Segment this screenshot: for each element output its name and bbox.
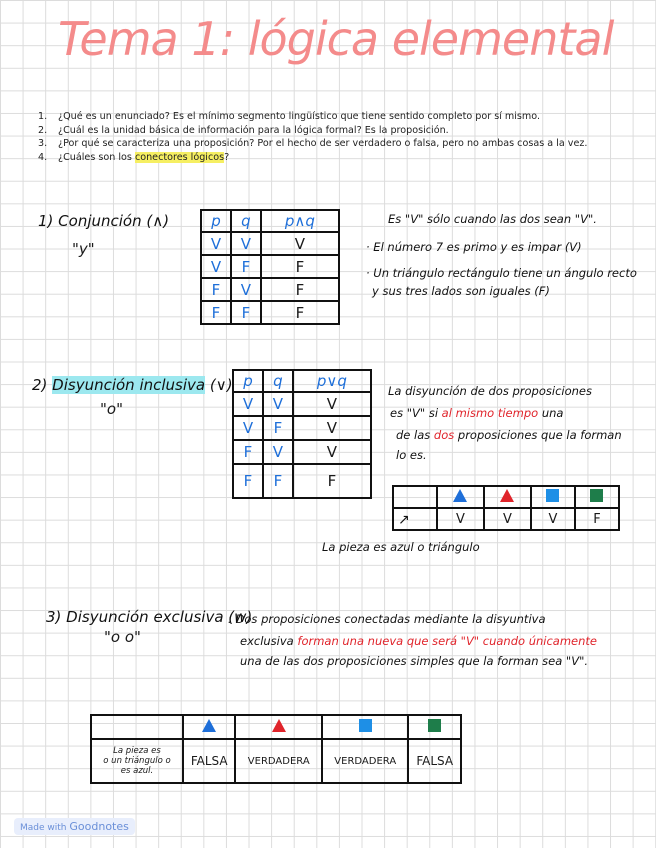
arrow-icon: ↗ <box>398 512 410 528</box>
question-item: 1. ¿Qué es un enunciado? Es el mínimo segmento lingüístico que tiene sentido completo por sí mismo. <box>38 111 541 122</box>
table-row: V F F <box>201 255 339 278</box>
disyuncion-inclusiva-note: lo es. <box>396 448 427 462</box>
table-row: V F V <box>233 416 371 440</box>
table-row: F F F <box>233 464 371 498</box>
question-item: 4. ¿Cuáles son los conectores lógicos? <box>38 151 230 163</box>
red-triangle-icon <box>272 719 286 732</box>
pieces-caption: La pieza es azul o triángulo <box>322 540 480 554</box>
table-header: q <box>263 370 293 392</box>
exclusive-row-label: La pieza es o un triángulo o es azul. <box>91 739 183 783</box>
table-header: p <box>233 370 263 392</box>
conjuncion-note: · Un triángulo rectángulo tiene un ángulo recto <box>366 266 637 280</box>
conjuncion-truth-table <box>200 209 340 325</box>
conjuncion-note: Es "V" sólo cuando las dos sean "V". <box>388 212 597 226</box>
table-row: F V F <box>201 278 339 301</box>
pieces-table: V V V F <box>392 485 620 531</box>
table-row: V V V <box>233 392 371 416</box>
blue-square-icon <box>546 489 559 502</box>
disyuncion-exclusiva-title: 3) Disyunción exclusiva (w) <box>46 608 253 626</box>
disyuncion-exclusiva-sub: "o o" <box>104 628 141 646</box>
table-header: p∨q <box>293 370 371 392</box>
goodnotes-watermark: Made with Goodnotes <box>14 818 135 835</box>
disyuncion-inclusiva-truth-table <box>232 369 372 499</box>
blue-square-icon <box>359 719 372 732</box>
blue-triangle-icon <box>453 489 467 502</box>
green-square-icon <box>428 719 441 732</box>
table-row: V V V <box>201 232 339 255</box>
disyuncion-inclusiva-sub: "o" <box>100 400 123 418</box>
table-header: p∧q <box>261 210 339 232</box>
exclusive-pieces-table: La pieza es o un triángulo o es azul. FALSA VERDADERA VERDADERA FALSA <box>90 714 462 784</box>
disyuncion-exclusiva-note: : Dos proposiciones conectadas mediante la disyuntiva <box>228 612 546 626</box>
disyuncion-exclusiva-note: una de las dos proposiciones simples que la forman sea "V". <box>240 654 589 668</box>
green-square-icon <box>590 489 603 502</box>
table-row: F V V <box>233 440 371 464</box>
disyuncion-exclusiva-note: exclusiva forman una nueva que será "V" cuando únicamente <box>240 634 597 648</box>
highlighted-term: conectores lógicos <box>134 151 225 163</box>
disyuncion-inclusiva-note: de las dos proposiciones que la forman <box>396 428 622 442</box>
questions-list <box>38 110 587 164</box>
table-header: q <box>231 210 261 232</box>
conjuncion-note: · El número 7 es primo y es impar (V) <box>366 240 582 254</box>
disyuncion-inclusiva-note: La disyunción de dos proposiciones <box>388 384 592 398</box>
page-title: Tema 1: lógica elemental <box>58 12 614 66</box>
red-triangle-icon <box>500 489 514 502</box>
table-row: F F F <box>201 301 339 324</box>
table-header: p <box>201 210 231 232</box>
question-item: 3. ¿Por qué se caracteriza una proposición? Por el hecho de ser verdadero o falsa, pero no ambas cosas a la vez. <box>38 138 588 150</box>
conjuncion-sub: "y" <box>72 240 95 258</box>
conjuncion-title: 1) Conjunción (∧) <box>38 212 170 230</box>
question-item: 2. ¿Cuál es la unidad básica de información para la lógica formal? Es la proposición. <box>38 124 449 136</box>
disyuncion-inclusiva-title: 2) Disyunción inclusiva (∨) <box>32 376 233 394</box>
blue-triangle-icon <box>202 719 216 732</box>
disyuncion-inclusiva-note: es "V" si al mismo tiempo una <box>390 406 564 420</box>
conjuncion-note: y sus tres lados son iguales (F) <box>372 284 550 298</box>
